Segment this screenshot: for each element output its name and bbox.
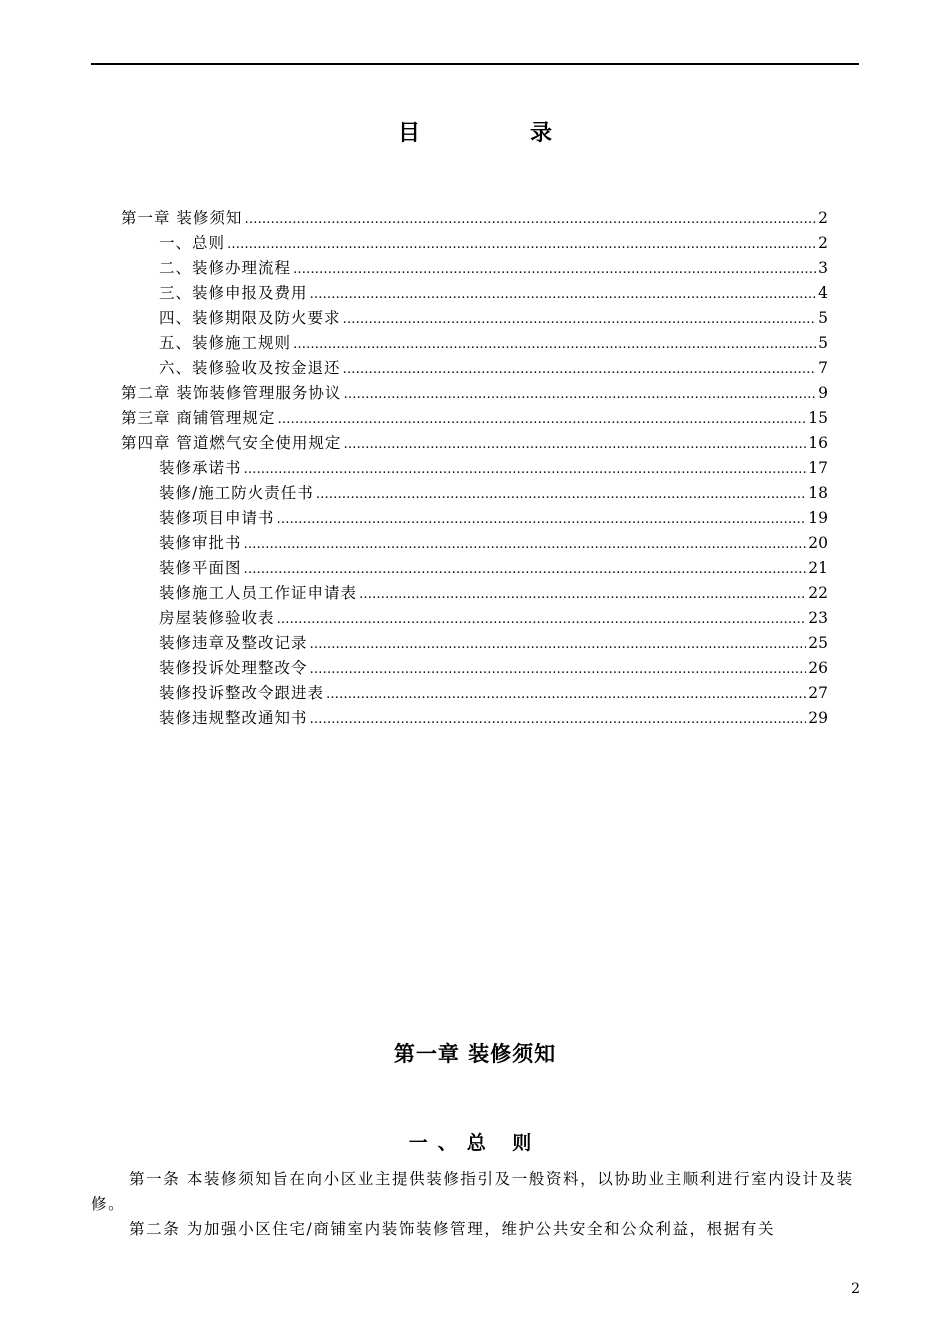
toc-entry[interactable] [121, 431, 828, 456]
toc-entry-label: 第三章 商铺管理规定 [121, 409, 276, 427]
toc-dot-leader [244, 557, 807, 582]
toc-entry[interactable] [159, 456, 828, 481]
toc-entry-page: 29 [808, 709, 828, 727]
toc-entry-page: 25 [808, 634, 828, 652]
toc-entry-page: 22 [808, 584, 828, 602]
toc-entry[interactable] [159, 306, 828, 331]
toc-entry-page: 3 [818, 259, 828, 277]
toc-entry[interactable] [159, 481, 828, 506]
toc-entry-label: 装修违规整改通知书 [159, 709, 308, 727]
toc-entry-page: 17 [808, 459, 828, 477]
toc-dot-leader [277, 407, 806, 432]
toc-dot-leader [359, 582, 806, 607]
toc-dot-leader [343, 382, 816, 407]
toc-dot-leader [343, 307, 817, 332]
toc-entry-page: 2 [818, 209, 828, 227]
toc-title: 目 录 [397, 121, 596, 146]
toc-entry-label: 三、装修申报及费用 [159, 284, 308, 302]
toc-entry-label: 装修/施工防火责任书 [159, 484, 314, 502]
toc-entry[interactable] [159, 581, 828, 606]
toc-entry[interactable] [159, 606, 828, 631]
toc-entry-label: 四、装修期限及防火要求 [159, 309, 341, 327]
toc-entry-page: 21 [808, 559, 828, 577]
toc-entry-label: 房屋装修验收表 [159, 609, 275, 627]
toc-entry-label: 第四章 管道燃气安全使用规定 [121, 434, 342, 452]
toc-entry-label: 第二章 装饰装修管理服务协议 [121, 384, 342, 402]
toc-entry-label: 装修投诉处理整改令 [159, 659, 308, 677]
toc-entry-label: 二、装修办理流程 [159, 259, 292, 277]
toc-entry[interactable] [159, 331, 828, 356]
toc-entry-page: 7 [818, 359, 828, 377]
toc-entry[interactable] [159, 706, 828, 731]
toc-dot-leader [343, 432, 806, 457]
section-title: 一、总 则 [408, 1132, 542, 1154]
toc-dot-leader [326, 682, 806, 707]
toc-entry-page: 23 [808, 609, 828, 627]
toc-dot-leader [316, 482, 807, 507]
toc-entry-page: 15 [808, 409, 828, 427]
toc-entry[interactable] [159, 231, 828, 256]
toc-entry-label: 第一章 装修须知 [121, 209, 243, 227]
page-number: 2 [851, 1281, 860, 1297]
toc-entry-label: 六、装修验收及按金退还 [159, 359, 341, 377]
toc-entry-label: 装修违章及整改记录 [159, 634, 308, 652]
toc-dot-leader [310, 282, 817, 307]
toc-entry-page: 27 [808, 684, 828, 702]
toc-entry[interactable] [121, 381, 828, 406]
toc-entry[interactable] [159, 506, 828, 531]
toc-dot-leader [343, 357, 817, 382]
toc-entry-page: 4 [818, 284, 828, 302]
toc-entry[interactable] [121, 406, 828, 431]
toc-dot-leader [277, 507, 807, 532]
toc-entry-label: 装修承诺书 [159, 459, 242, 477]
toc-entry[interactable] [159, 656, 828, 681]
toc-entry-label: 装修施工人员工作证申请表 [159, 584, 358, 602]
toc-dot-leader [293, 257, 816, 282]
toc-entry-page: 5 [818, 309, 828, 327]
toc-entry-page: 18 [808, 484, 828, 502]
toc-entry-label: 一、总则 [159, 234, 226, 252]
toc-entry-page: 26 [808, 659, 828, 677]
toc-entry[interactable] [121, 206, 828, 231]
toc-dot-leader [244, 457, 807, 482]
toc-entry-label: 装修项目申请书 [159, 509, 275, 527]
toc-entry-label: 五、装修施工规则 [159, 334, 292, 352]
toc-entry-page: 16 [808, 434, 828, 452]
toc-entry-page: 19 [808, 509, 828, 527]
toc-dot-leader [227, 232, 816, 257]
toc-dot-leader [310, 707, 807, 732]
toc-entry-label: 装修平面图 [159, 559, 242, 577]
toc-entry[interactable] [159, 556, 828, 581]
toc-entry[interactable] [159, 681, 828, 706]
toc-dot-leader [293, 332, 816, 357]
toc-entry-page: 5 [818, 334, 828, 352]
body-text [91, 1167, 859, 1242]
toc-entry[interactable] [159, 356, 828, 381]
toc-dot-leader [310, 632, 807, 657]
toc-entry-label: 装修审批书 [159, 534, 242, 552]
paragraph: 第二条 为加强小区住宅/商铺室内装饰装修管理，维护公共安全和公众利益，根据有关 [129, 1220, 776, 1238]
toc-dot-leader [244, 207, 816, 232]
toc-entry-page: 2 [818, 234, 828, 252]
toc-entry-label: 装修投诉整改令跟进表 [159, 684, 325, 702]
toc-dot-leader [277, 607, 807, 632]
toc-entry[interactable] [159, 531, 828, 556]
toc-entry-page: 20 [808, 534, 828, 552]
header-rule [91, 63, 859, 65]
toc-dot-leader [310, 657, 807, 682]
toc-dot-leader [244, 532, 807, 557]
toc-entry[interactable] [159, 256, 828, 281]
toc-entry[interactable] [159, 281, 828, 306]
toc-entry[interactable] [159, 631, 828, 656]
paragraph: 第一条 本装修须知旨在向小区业主提供装修指引及一般资料，以协助业主顺利进行室内设计及装修。 [91, 1170, 854, 1213]
toc-entry-page: 9 [818, 384, 828, 402]
chapter-title: 第一章 装修须知 [393, 1042, 557, 1066]
